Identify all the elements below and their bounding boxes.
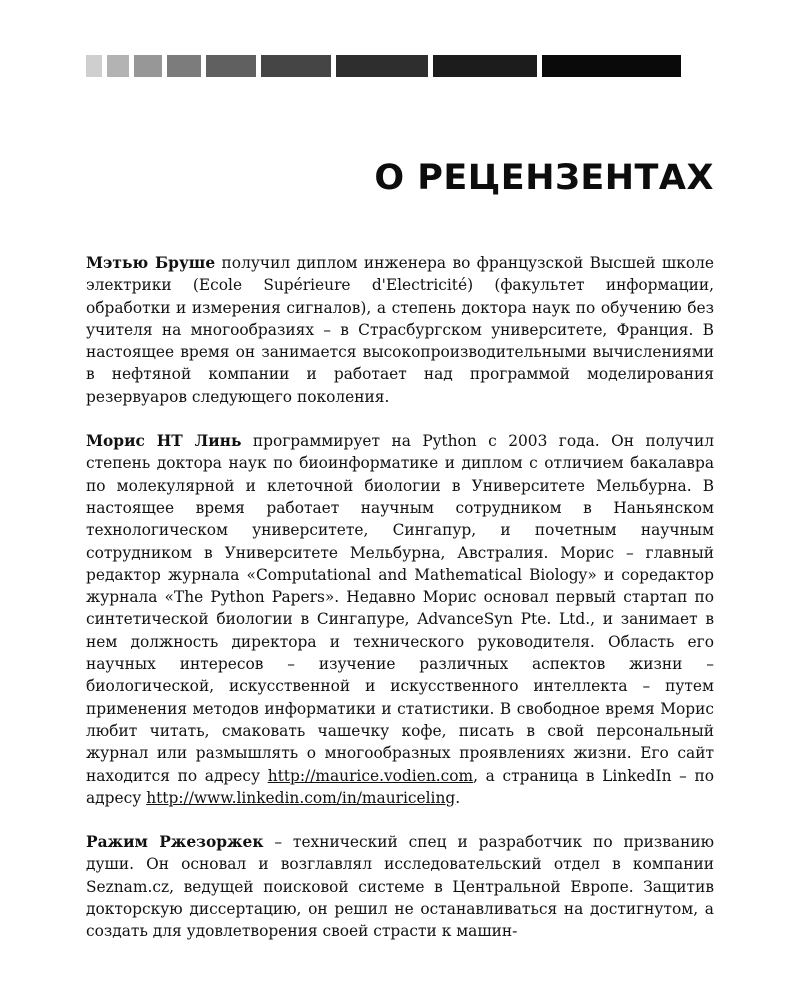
decor-segment	[107, 55, 129, 77]
website-link[interactable]: http://maurice.vodien.com	[267, 766, 474, 785]
page-title: О РЕЦЕНЗЕНТАХ	[374, 158, 714, 198]
decor-segment	[167, 55, 201, 77]
decor-segment	[134, 55, 162, 77]
reviewer-text: – технический спец и разработчик по призванию души. Он основал и возглавлял исследовательский отдел в компании Seznam.cz, ведущей поисковой системе в Центральной Европе. Защитив докторскую диссертацию, он решил не останавливаться на достигнутом, а создать для удовлетворения своей страсти к машин-	[86, 833, 714, 941]
reviewers-section	[86, 252, 714, 943]
reviewer-name: Морис НТ Линь	[86, 432, 242, 451]
reviewer-text: программирует на Python с 2003 года. Он получил степень доктора наук по биоинформатике и диплом с отличием бакалавра по молекулярной и клеточной биологии в Университете Мельбурна. В настоящее время работает научным сотрудником в Наньянском технологическом университете, Сингапур, и почетным научным сотрудником в Университете Мельбурна, Австралия. Морис – главный редактор журнала «Computational and Mathematical Biology» и соредактор журнала «The Python Papers». Недавно Морис основал первый стартап по синтетической биологии в Сингапуре, AdvanceSyn Pte. Ltd., и занимает в нем должность директора и технического руководителя. Область его научных интересов – изучение различных аспектов жизни – биологической, искусственной и искусственного интеллекта – путем применения методов информатики и статистики. В свободное время Морис любит читать, смаковать чашечку кофе, писать в свой персональный журнал или размышлять о многообразных проявлениях жизни. Его сайт находится по адресу	[86, 432, 715, 785]
decor-segment	[86, 55, 102, 77]
reviewer-name: Ражим Ржезоржек	[86, 833, 264, 852]
reviewer-text: , а страница в LinkedIn – по адресу	[86, 766, 714, 807]
reviewer-name: Мэтью Бруше	[86, 254, 216, 272]
reviewer-bio	[86, 430, 714, 809]
decor-segment	[206, 55, 256, 77]
reviewer-bio	[86, 831, 714, 942]
reviewer-text: получил диплом инженера во французской Высшей школе электрики (Ecole Supérieure d'Electricité) (факультет информации, обработки и измерения сигналов), а степень доктора наук по обучению без учителя на многообразиях – в Страсбургском университете, Франция. В настоящее время он занимается высокопроизводительными вычислениями в нефтяной компании и работает над программой моделирования резервуаров следующего поколения.	[86, 254, 714, 406]
linkedin-link[interactable]: http://www.linkedin.com/in/mauriceling	[146, 788, 456, 807]
decorative-gradient-bar	[86, 55, 681, 77]
reviewer-bio	[86, 252, 714, 408]
decor-segment	[261, 55, 331, 77]
decor-segment	[336, 55, 428, 77]
reviewer-text: .	[455, 788, 461, 807]
decor-segment	[433, 55, 537, 77]
decor-segment	[542, 55, 681, 77]
